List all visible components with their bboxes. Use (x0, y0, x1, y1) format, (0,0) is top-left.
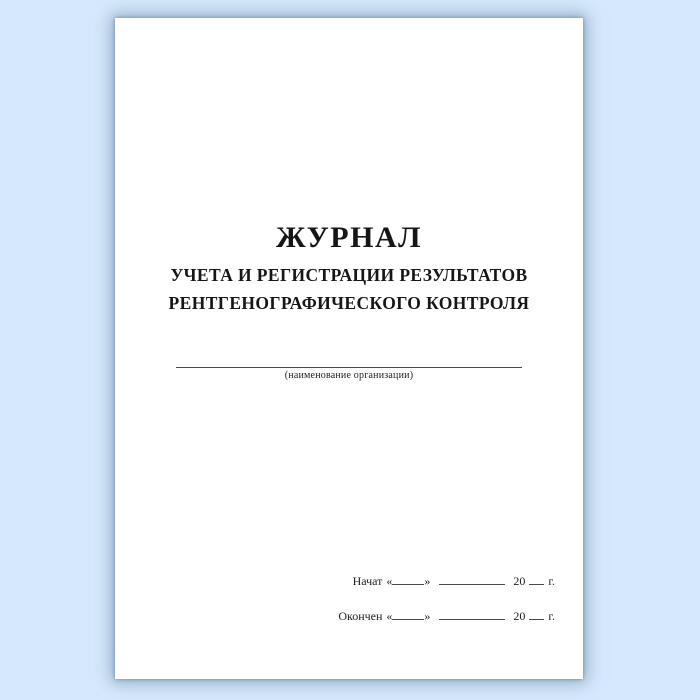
open-quote: « (386, 574, 393, 588)
organization-caption: (наименование организации) (284, 370, 414, 381)
title-block (115, 222, 583, 317)
finished-month-blank (439, 610, 505, 620)
organization-block (115, 367, 583, 381)
dates-block (338, 574, 555, 623)
started-date-row (338, 574, 555, 588)
open-quote: « (386, 609, 393, 623)
finished-year-blank (529, 610, 544, 620)
started-century-prefix: 20 (513, 574, 526, 588)
started-month-blank (439, 575, 505, 585)
organization-name-blank (176, 367, 522, 368)
started-label: Начат (352, 574, 383, 588)
journal-subtitle-line2: РЕНТГЕНОГРАФИЧЕСКОГО КОНТРОЛЯ (168, 293, 530, 313)
started-year-suffix: г. (548, 574, 555, 588)
journal-subtitle-line1: УЧЕТА И РЕГИСТРАЦИИ РЕЗУЛЬТАТОВ (170, 265, 528, 285)
finished-century-prefix: 20 (513, 609, 526, 623)
close-quote: » (424, 609, 431, 623)
journal-cover-page (115, 18, 583, 679)
finished-day-blank (392, 610, 424, 620)
started-day-blank (392, 575, 424, 585)
close-quote: » (424, 574, 431, 588)
finished-label: Окончен (338, 609, 383, 623)
finished-date-row (338, 609, 555, 623)
journal-title: ЖУРНАЛ (276, 221, 422, 254)
finished-year-suffix: г. (548, 609, 555, 623)
started-year-blank (529, 575, 544, 585)
